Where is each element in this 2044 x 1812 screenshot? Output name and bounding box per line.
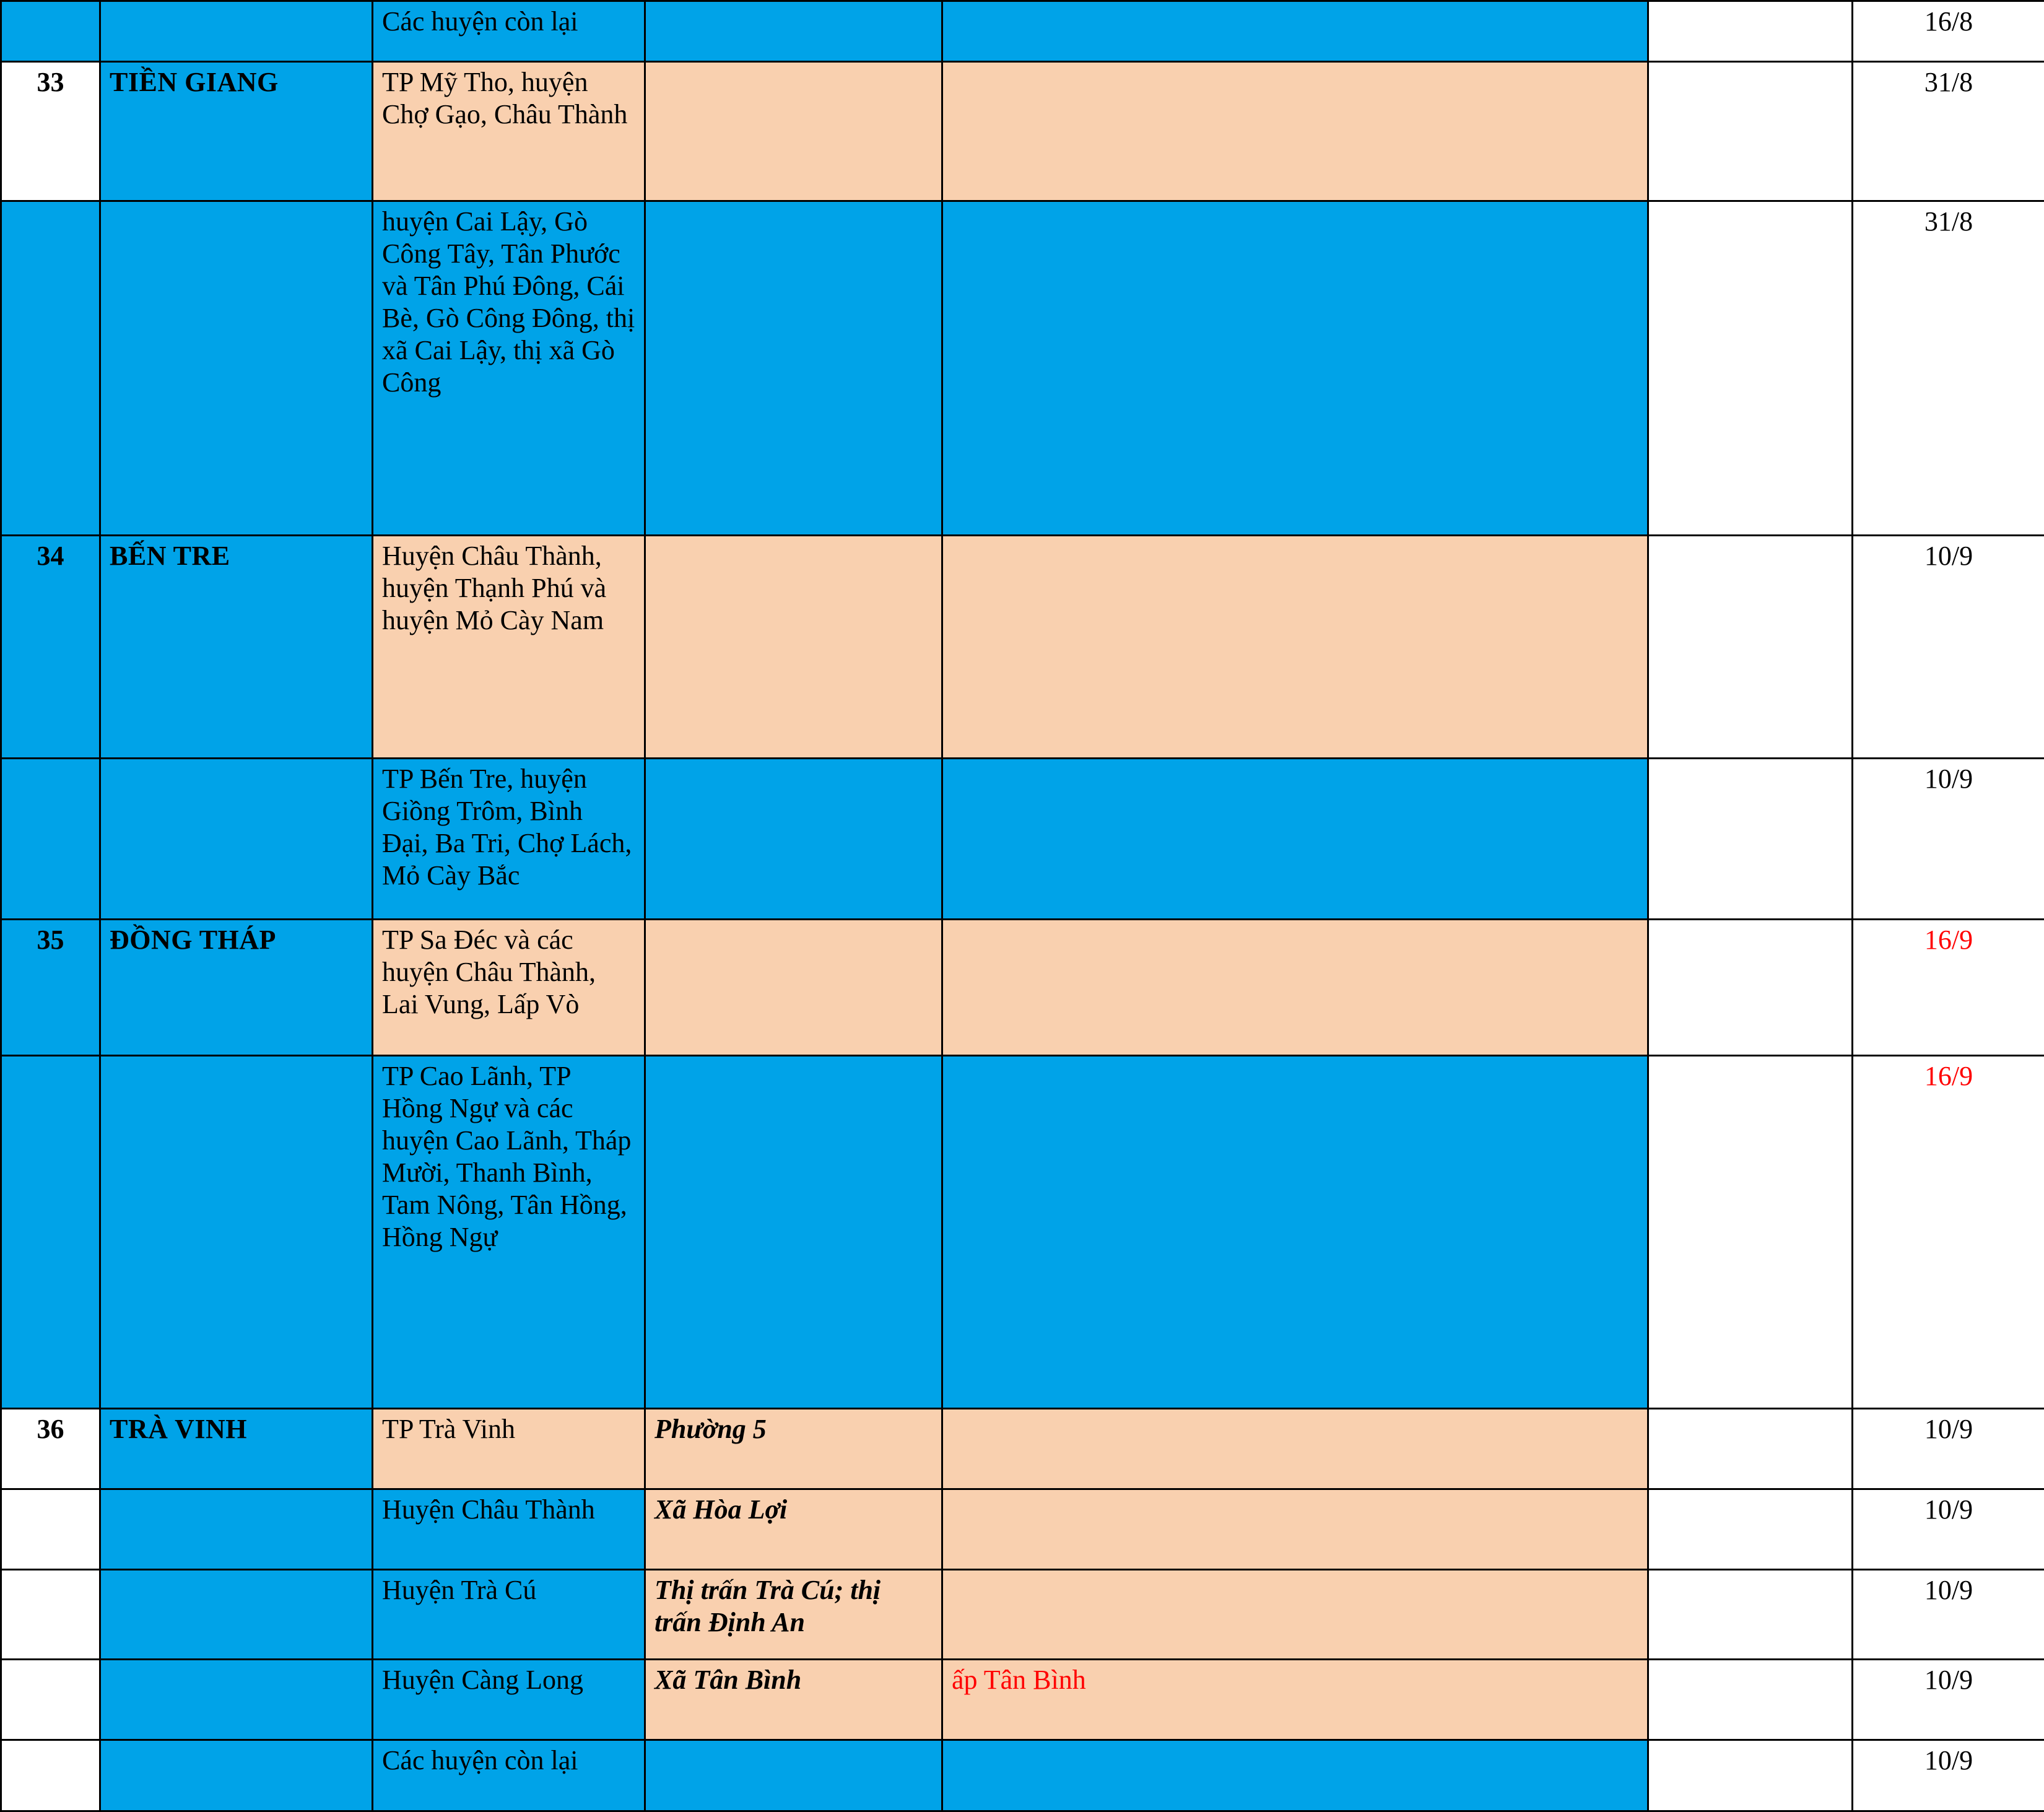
cell-district-text: huyện Cai Lậy, Gò Công Tây, Tân Phước và Tân Phú Đông, Cái Bè, Gò Công Đông, thị xã Cai Lậy, thị xã Gò Công xyxy=(382,206,635,398)
cell-date-text: 10/9 xyxy=(1924,1665,1973,1695)
cell-ward-text: Thị trấn Trà Cú; thị trấn Định An xyxy=(655,1575,881,1637)
cell-district-text: TP Trà Vinh xyxy=(382,1414,515,1444)
cell-district-text: Huyện Châu Thành, huyện Thạnh Phú và huyện Mỏ Cày Nam xyxy=(382,541,606,635)
cell-district-text: TP Cao Lãnh, TP Hồng Ngự và các huyện Cao Lãnh, Tháp Mười, Thanh Bình, Tam Nông, Tân Hồng, Hồng Ngự xyxy=(382,1061,631,1252)
cell-spacer xyxy=(1648,920,1853,1056)
cell-index xyxy=(1,1,100,62)
cell-hamlet xyxy=(942,1489,1648,1570)
table-row xyxy=(1,1056,2044,1409)
cell-index-text: 33 xyxy=(37,67,64,97)
cell-ward xyxy=(645,1409,942,1489)
cell-district-text: Huyện Trà Cú xyxy=(382,1575,536,1605)
cell-province xyxy=(100,1409,373,1489)
cell-spacer xyxy=(1648,759,1853,920)
cell-hamlet xyxy=(942,920,1648,1056)
cell-ward xyxy=(645,1570,942,1660)
cell-date xyxy=(1853,1,2044,62)
cell-date xyxy=(1853,1409,2044,1489)
table-row xyxy=(1,1570,2044,1660)
cell-ward xyxy=(645,201,942,536)
table-row xyxy=(1,759,2044,920)
cell-hamlet xyxy=(942,1409,1648,1489)
cell-ward xyxy=(645,1,942,62)
cell-date-text: 10/9 xyxy=(1924,1745,1973,1775)
cell-province xyxy=(100,62,373,201)
cell-date-text: 10/9 xyxy=(1924,764,1973,794)
cell-province-text: TRÀ VINH xyxy=(110,1414,247,1444)
cell-spacer xyxy=(1648,536,1853,759)
cell-spacer xyxy=(1648,1740,1853,1811)
cell-province xyxy=(100,1056,373,1409)
table-row xyxy=(1,1,2044,62)
table-row xyxy=(1,1660,2044,1740)
cell-index-text: 36 xyxy=(37,1414,64,1444)
cell-province xyxy=(100,1,373,62)
cell-date xyxy=(1853,62,2044,201)
cell-ward xyxy=(645,1740,942,1811)
cell-spacer xyxy=(1648,1660,1853,1740)
cell-date xyxy=(1853,1489,2044,1570)
cell-district-text: TP Mỹ Tho, huyện Chợ Gạo, Châu Thành xyxy=(382,67,627,129)
cell-index xyxy=(1,62,100,201)
cell-index xyxy=(1,1660,100,1740)
cell-index xyxy=(1,1056,100,1409)
cell-district-text: TP Sa Đéc và các huyện Châu Thành, Lai Vung, Lấp Vò xyxy=(382,925,596,1019)
cell-index-text: 35 xyxy=(37,925,64,955)
cell-date-text: 10/9 xyxy=(1924,1414,1973,1444)
cell-district xyxy=(373,1,645,62)
cell-district-text: Huyện Châu Thành xyxy=(382,1494,595,1525)
cell-province xyxy=(100,759,373,920)
cell-date-text: 10/9 xyxy=(1924,1575,1973,1605)
cell-spacer xyxy=(1648,1056,1853,1409)
cell-date xyxy=(1853,536,2044,759)
cell-date-text: 10/9 xyxy=(1924,1494,1973,1525)
cell-district xyxy=(373,1056,645,1409)
cell-province xyxy=(100,1660,373,1740)
cell-index-text: 34 xyxy=(37,541,64,571)
cell-index xyxy=(1,536,100,759)
cell-district-text: Huyện Càng Long xyxy=(382,1665,583,1695)
table-row xyxy=(1,62,2044,201)
cell-spacer xyxy=(1648,62,1853,201)
cell-hamlet xyxy=(942,1660,1648,1740)
cell-ward xyxy=(645,536,942,759)
cell-date-text: 16/9 xyxy=(1924,1061,1973,1091)
table-row xyxy=(1,201,2044,536)
table-row xyxy=(1,536,2044,759)
cell-ward-text: Phường 5 xyxy=(655,1414,767,1444)
cell-index xyxy=(1,759,100,920)
cell-province-text: BẾN TRE xyxy=(110,541,230,571)
cell-province-text: ĐỒNG THÁP xyxy=(110,925,276,955)
cell-district xyxy=(373,62,645,201)
cell-ward xyxy=(645,1660,942,1740)
cell-district-text: TP Bến Tre, huyện Giồng Trôm, Bình Đại, Ba Tri, Chợ Lách, Mỏ Cày Bắc xyxy=(382,764,632,891)
cell-date xyxy=(1853,1570,2044,1660)
table-row xyxy=(1,920,2044,1056)
cell-province xyxy=(100,1740,373,1811)
cell-date xyxy=(1853,759,2044,920)
cell-district xyxy=(373,201,645,536)
cell-province-text: TIỀN GIANG xyxy=(110,67,279,97)
cell-date-text: 16/9 xyxy=(1924,925,1973,955)
cell-district xyxy=(373,1409,645,1489)
cell-index xyxy=(1,1740,100,1811)
cell-ward-text: Xã Hòa Lợi xyxy=(655,1494,787,1525)
cell-index xyxy=(1,201,100,536)
cell-province xyxy=(100,920,373,1056)
cell-spacer xyxy=(1648,1,1853,62)
cell-index xyxy=(1,920,100,1056)
cell-ward xyxy=(645,920,942,1056)
cell-hamlet xyxy=(942,536,1648,759)
cell-index xyxy=(1,1409,100,1489)
cell-district xyxy=(373,759,645,920)
table-body xyxy=(1,1,2044,1811)
cell-ward xyxy=(645,759,942,920)
cell-date-text: 10/9 xyxy=(1924,541,1973,571)
cell-hamlet xyxy=(942,1570,1648,1660)
cell-hamlet xyxy=(942,759,1648,920)
cell-district-text: Các huyện còn lại xyxy=(382,6,578,37)
cell-index xyxy=(1,1489,100,1570)
table-row xyxy=(1,1489,2044,1570)
cell-spacer xyxy=(1648,1570,1853,1660)
cell-date-text: 31/8 xyxy=(1924,67,1973,97)
cell-province xyxy=(100,536,373,759)
cell-hamlet xyxy=(942,1740,1648,1811)
cell-index xyxy=(1,1570,100,1660)
cell-date xyxy=(1853,920,2044,1056)
cell-hamlet-text: ấp Tân Bình xyxy=(952,1665,1086,1695)
cell-district-text: Các huyện còn lại xyxy=(382,1745,578,1775)
cell-date xyxy=(1853,201,2044,536)
table-row xyxy=(1,1409,2044,1489)
table-row xyxy=(1,1740,2044,1811)
cell-hamlet xyxy=(942,201,1648,536)
cell-ward xyxy=(645,1489,942,1570)
cell-district xyxy=(373,1489,645,1570)
cell-date xyxy=(1853,1660,2044,1740)
cell-hamlet xyxy=(942,1056,1648,1409)
cell-date xyxy=(1853,1056,2044,1409)
cell-province xyxy=(100,1489,373,1570)
cell-ward-text: Xã Tân Bình xyxy=(655,1665,801,1695)
cell-province xyxy=(100,1570,373,1660)
cell-spacer xyxy=(1648,201,1853,536)
cell-ward xyxy=(645,62,942,201)
cell-date xyxy=(1853,1740,2044,1811)
cell-district xyxy=(373,1660,645,1740)
cell-district xyxy=(373,1570,645,1660)
cell-date-text: 31/8 xyxy=(1924,206,1973,237)
cell-spacer xyxy=(1648,1489,1853,1570)
cell-district xyxy=(373,920,645,1056)
cell-district xyxy=(373,1740,645,1811)
cell-date-text: 16/8 xyxy=(1924,6,1973,37)
cell-hamlet xyxy=(942,62,1648,201)
cell-hamlet xyxy=(942,1,1648,62)
cell-district xyxy=(373,536,645,759)
cell-ward xyxy=(645,1056,942,1409)
cell-province xyxy=(100,201,373,536)
cell-spacer xyxy=(1648,1409,1853,1489)
